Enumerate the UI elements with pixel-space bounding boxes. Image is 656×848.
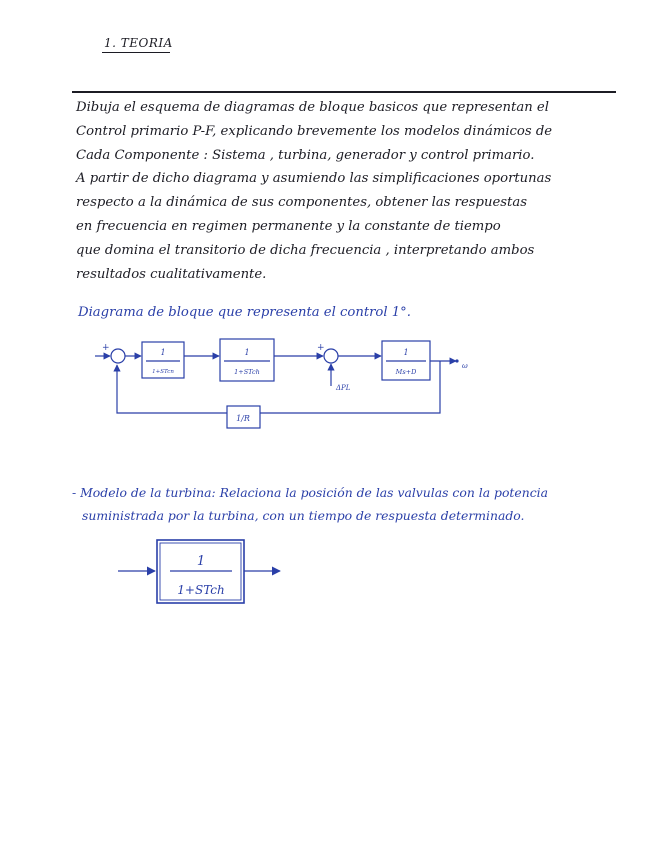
question-line: resultados cualitativamente. <box>76 266 267 282</box>
summing-junction-1 <box>111 349 125 363</box>
load-input-label: ΔPL <box>336 384 351 392</box>
question-line: Dibuja el esquema de diagramas de bloque basicos que representan el <box>76 100 549 115</box>
plus-sign-1: + <box>102 343 110 353</box>
system-numerator: 1 <box>403 348 409 357</box>
question-line: respecto a la dinámica de sus componentes, obtener las respuestas <box>76 195 527 211</box>
output-label: ω <box>462 362 468 370</box>
question-line: Cada Componente : Sistema , turbina, generador y control primario. <box>76 147 535 163</box>
system-denominator: Ms+D <box>395 368 417 376</box>
question-line: A partir de dicho diagrama y asumiendo las simplificaciones oportunas <box>76 171 552 187</box>
governor-denominator: 1+STcn <box>152 369 174 375</box>
summing-junction-2 <box>324 349 338 363</box>
question-line: en frecuencia en regimen permanente y la constante de tiempo <box>76 218 501 234</box>
diagram-title: Diagrama de bloque que representa el control 1°. <box>78 305 411 320</box>
governor-numerator: 1 <box>160 348 166 357</box>
turbine-numerator: 1 <box>244 348 250 357</box>
plus-sign-2: + <box>317 343 325 353</box>
turbine-model-line: suministrada por la turbina, con un tiempo de respuesta determinado. <box>82 508 525 523</box>
turbine-model-denominator: 1+STch <box>177 583 225 597</box>
turbine-denominator: 1+STch <box>234 368 260 376</box>
feedback-gain: 1/R <box>236 414 250 423</box>
question-line: Control primario P-F, explicando brevemente los modelos dinámicos de <box>76 123 553 139</box>
output-dot <box>455 359 458 362</box>
section-heading: 1. TEORIA <box>104 36 173 50</box>
turbine-model-numerator: 1 <box>196 554 206 569</box>
question-line: que domina el transitorio de dicha frecuencia , interpretando ambos <box>76 242 535 258</box>
turbine-model-line: - Modelo de la turbina: Relaciona la posición de las valvulas con la potencia <box>72 485 549 500</box>
turbine-model-text <box>72 481 592 527</box>
